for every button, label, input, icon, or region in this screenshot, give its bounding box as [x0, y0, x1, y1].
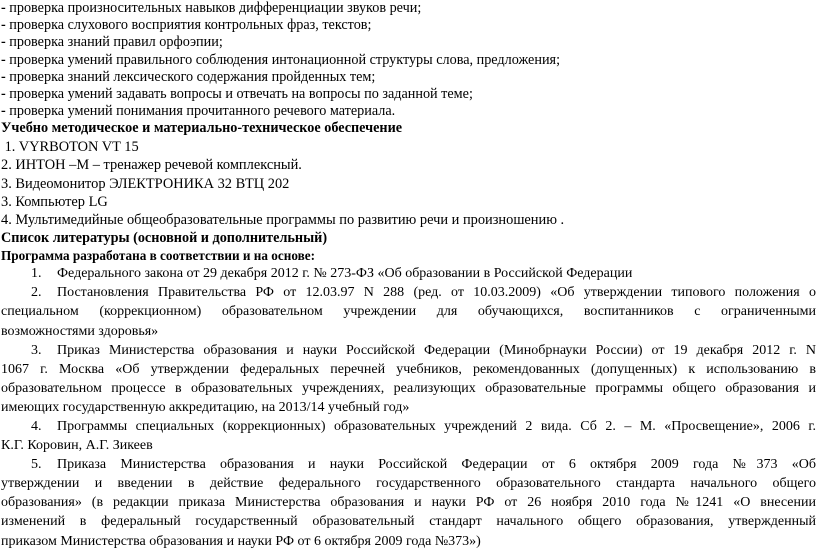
reference-number: 1.	[31, 266, 42, 282]
basis-heading: Программа разработана в соответствии и на основе:	[1, 248, 315, 264]
reference-number: 5.	[31, 457, 42, 473]
reference-number: 4.	[31, 419, 42, 435]
reference-item	[1, 283, 816, 340]
check-item: - проверка произносительных навыков дифференциации звуков речи;	[1, 0, 422, 16]
equipment-item: 3. Компьютер LG	[1, 194, 108, 211]
reference-number: 2.	[31, 285, 42, 301]
checks-list	[1, 0, 816, 120]
reference-text: Постановления Правительства РФ от 12.03.97 N 288 (ред. от 10.03.2009) «Об утверждении типового положения о	[57, 285, 816, 301]
reference-text-line: изменений в федеральный государственный образовательный стандарт начального общего образования, утвержденный	[1, 514, 816, 530]
reference-text-line: утверждении и введении в действие федерального государственного образовательного стандарта начального общего	[1, 476, 816, 492]
reference-item	[1, 417, 816, 455]
reference-text: Федерального закона от 29 декабря 2012 г. № 273-ФЗ «Об образовании в Российской Федерации	[57, 266, 633, 282]
reference-text-line: имеющих государственную аккредитацию, на 2013/14 учебный год»	[1, 399, 410, 415]
check-item: - проверка слухового восприятия контрольных фраз, текстов;	[1, 17, 372, 34]
reference-item	[1, 264, 816, 283]
equipment-item: 3. Видеомонитор ЭЛЕКТРОНИКА 32 ВТЦ 202	[1, 175, 290, 192]
check-item: - проверка умений понимания прочитанного речевого материала.	[1, 103, 396, 120]
reference-text: Приказ Министерства образования и науки Российской Федерации (Минобрнауки России) от 19 декабря 2012 г. N	[57, 342, 816, 358]
reference-item	[1, 341, 816, 417]
reference-text-line: приказом Министерства образования и науки РФ от 6 октября 2009 года №373»)	[1, 533, 481, 549]
check-item: - проверка знаний лексического содержания пройденных тем;	[1, 68, 376, 85]
check-item: - проверка умений правильного соблюдения интонационной структуры слова, предложения;	[1, 51, 561, 68]
equipment-heading: Учебно методическое и материально-техническое обеспечение	[1, 120, 403, 137]
reference-text-line: образования» (в редакции приказа Министерства образования и науки РФ от 26 ноября 2010 года №1241 «О внесении	[1, 495, 816, 511]
literature-heading: Список литературы (основной и дополнительный)	[1, 229, 328, 246]
references-list	[1, 264, 816, 550]
reference-text-line: возможностями здоровья»	[1, 323, 159, 339]
equipment-list	[1, 138, 816, 230]
reference-item	[1, 455, 816, 550]
reference-text-line: 1067 г. Москва «Об утверждении федеральных перечней учебников, рекомендованных (допущенных) к использованию в	[1, 361, 816, 377]
equipment-item: 1. VYRBOTON VT 15	[1, 138, 139, 155]
equipment-item: 2. ИНТОН –М – тренажер речевой комплексный.	[1, 157, 302, 174]
reference-text-line: специальном (коррекционном) образовательном учреждении для обучающихся, воспитанников с ограниченными	[1, 304, 816, 320]
reference-text-line: образовательном процессе в образовательных учреждениях, реализующих образовательные программы общего образования и	[1, 380, 816, 396]
reference-text-line: К.Г. Коровин, А.Г. Зикеев	[1, 438, 153, 454]
reference-number: 3.	[31, 342, 42, 358]
check-item: - проверка умений задавать вопросы и отвечать на вопросы по заданной теме;	[1, 86, 473, 103]
reference-text: Программы специальных (коррекционных) образовательных учреждений 2 вида. Сб 2. – М. «Просвещение», 2006 г.	[57, 419, 816, 435]
check-item: - проверка знаний правил орфоэпии;	[1, 34, 223, 51]
reference-text: Приказа Министерства образования и науки Российской Федерации от 6 октября 2009 года №373 «Об	[57, 457, 816, 473]
equipment-item: 4. Мультимедийные общеобразовательные программы по развитию речи и произношению .	[1, 212, 565, 229]
